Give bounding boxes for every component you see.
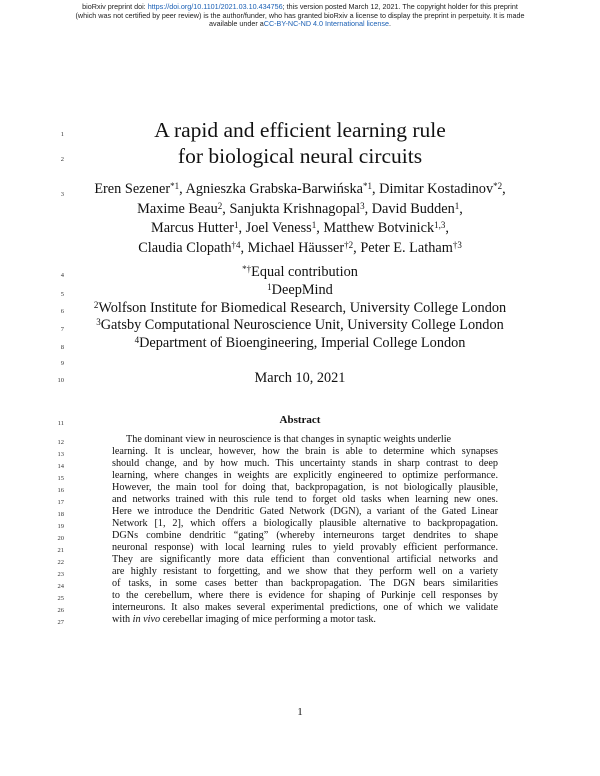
line-number: 25 <box>57 595 64 602</box>
author-name: Dimitar Kostadinov <box>379 181 494 197</box>
line-number: 3 <box>60 191 64 198</box>
author-name: Michael Häusser <box>247 239 345 256</box>
line-number: 7 <box>60 326 64 333</box>
line-number: 12 <box>57 439 64 446</box>
paper-title <box>0 117 600 169</box>
line-number: 17 <box>57 499 64 506</box>
affiliation-gatsby: $^3$Gatsby Computational Neuroscience Unit, University College London <box>96 317 504 334</box>
line-number: 9 <box>60 360 64 367</box>
abstract-line: of tasks, in some cases better than backpropagation. The DGN bears similarities <box>112 578 498 589</box>
line-number: 27 <box>57 619 64 626</box>
preprint-notice <box>0 3 600 29</box>
license-link[interactable]: CC-BY-NC-ND 4.0 International license <box>263 19 389 29</box>
line-number: 13 <box>57 451 64 458</box>
author-name: Agnieszka Grabska-Barwińska <box>185 181 363 197</box>
abstract-line: Network [1, 2], which offers a biologically plausible alternative to backpropagation. <box>112 518 498 529</box>
line-number: 26 <box>57 607 64 614</box>
line-number: 24 <box>57 583 64 590</box>
line-number: 18 <box>57 511 64 518</box>
abstract-line: learning, where changes in weights are explicitly engineered to optimize performance. <box>112 470 498 481</box>
abstract-line: with in vivo cerebellar imaging of mice performing a motor task. <box>112 614 376 625</box>
line-number: 20 <box>57 535 64 542</box>
author-row-1: Eren Sezener$^{*1}$, Agnieszka Grabska-Barwińska$^{*1}$, Dimitar Kostadinov$^{*2}$, <box>94 180 506 197</box>
affiliation-wolfson: $^2$Wolfson Institute for Biomedical Research, University College London <box>93 299 507 316</box>
line-number: 14 <box>57 463 64 470</box>
title-line-1: A rapid and efficient learning rule <box>154 118 446 142</box>
abstract-heading: Abstract <box>279 414 321 426</box>
abstract-line: to the cerebellum, where there is evidence for shaping of Purkinje cell responses by <box>112 590 498 601</box>
title-line-2: for biological neural circuits <box>177 144 423 168</box>
abstract-line: They are significantly more data efficient than conventional artificial networks and <box>112 554 498 565</box>
line-number: 23 <box>57 571 64 578</box>
author-row-2: Maxime Beau$^2$, Sanjukta Krishnagopal$^3$, David Budden$^1$, <box>137 200 463 217</box>
line-number: 21 <box>57 547 64 554</box>
abstract-line: neuronal response) with local learning rules to yield provably efficient performance. <box>112 542 498 553</box>
abstract-line: DGNs combine dendritic “gating” (whereby interneurons target dendrites to shape <box>112 530 498 541</box>
line-number: 15 <box>57 475 64 482</box>
publication-date: March 10, 2021 <box>254 370 346 386</box>
line-number: 1 <box>60 131 64 138</box>
abstract-line: Here we introduce the Dendritic Gated Network (DGN), a variant of the Gated Linear <box>112 506 498 517</box>
line-number: 10 <box>57 377 64 384</box>
line-number: 6 <box>60 308 64 315</box>
author-row-3: Marcus Hutter$^1$, Joel Veness$^1$, Matthew Botvinick$^{1,3}$, <box>151 220 449 237</box>
author-name: Joel Veness <box>245 220 312 237</box>
author-name: Matthew Botvinick <box>323 220 435 237</box>
notice-line-2: (which was not certified by peer review) is the author/funder, who has granted bioRxiv a license to display the preprint in perpetuity. It is made <box>75 10 525 20</box>
abstract-line: should change, and by how much. This uncertainty stands in sharp contrast to deep <box>112 458 498 469</box>
line-number: 8 <box>60 344 64 351</box>
abstract-line: are highly resistant to forgetting, and we show that they perform well on a variety <box>112 566 498 577</box>
abstract-line: learning. It is unclear, however, how the brain is able to determine which synapses <box>112 446 498 457</box>
page-number: 1 <box>297 706 303 718</box>
equal-contribution-note: *†Equal contribution <box>242 263 358 280</box>
abstract-line: interneurons. It also makes several experimental predictions, one of which we validate <box>112 602 498 613</box>
author-name: Claudia Clopath <box>138 239 232 256</box>
notice-line-3: available under aCC-BY-NC-ND 4.0 International license. <box>209 19 391 29</box>
line-number: 4 <box>60 272 64 279</box>
affiliation-bioengineering: $^4$Department of Bioengineering, Imperial College London <box>134 335 466 352</box>
author-name: Sanjukta Krishnagopal <box>229 200 361 217</box>
author-name: Eren Sezener <box>94 181 171 197</box>
abstract-line: and networks trained with this rule tend to forget old tasks when learning new ones. <box>112 494 498 505</box>
italic-term: in vivo <box>132 614 161 625</box>
doi-link[interactable]: https://doi.org/10.1101/2021.03.10.434756 <box>147 2 283 11</box>
affiliation-list <box>0 264 600 353</box>
line-number: 22 <box>57 559 64 566</box>
line-number: 2 <box>60 156 64 163</box>
author-list <box>0 180 600 258</box>
line-number: 11 <box>57 420 64 427</box>
author-name: David Budden <box>371 200 455 217</box>
author-name: Peter E. Latham <box>360 239 453 256</box>
abstract-line: However, the main tool for doing that, backpropagation, is not biologically plausible, <box>112 482 498 493</box>
line-number: 19 <box>57 523 64 530</box>
line-number: 16 <box>57 487 64 494</box>
author-name: Marcus Hutter <box>151 220 234 237</box>
notice-line-1: bioRxiv preprint doi: https://doi.org/10.1101/2021.03.10.434756; this version posted March 12, 2021. The copyright holder for this preprint <box>82 2 518 11</box>
author-row-4: Claudia Clopath$^{\dagger 4}$, Michael Häusser$^{\dagger 2}$, Peter E. Latham$^{\dagger 3}$ <box>138 239 462 256</box>
abstract-line: The dominant view in neuroscience is that changes in synaptic weights underlie <box>126 434 452 445</box>
line-number: 5 <box>60 291 64 298</box>
author-name: Maxime Beau <box>137 200 218 217</box>
affiliation-deepmind: $^1$DeepMind <box>267 281 333 298</box>
